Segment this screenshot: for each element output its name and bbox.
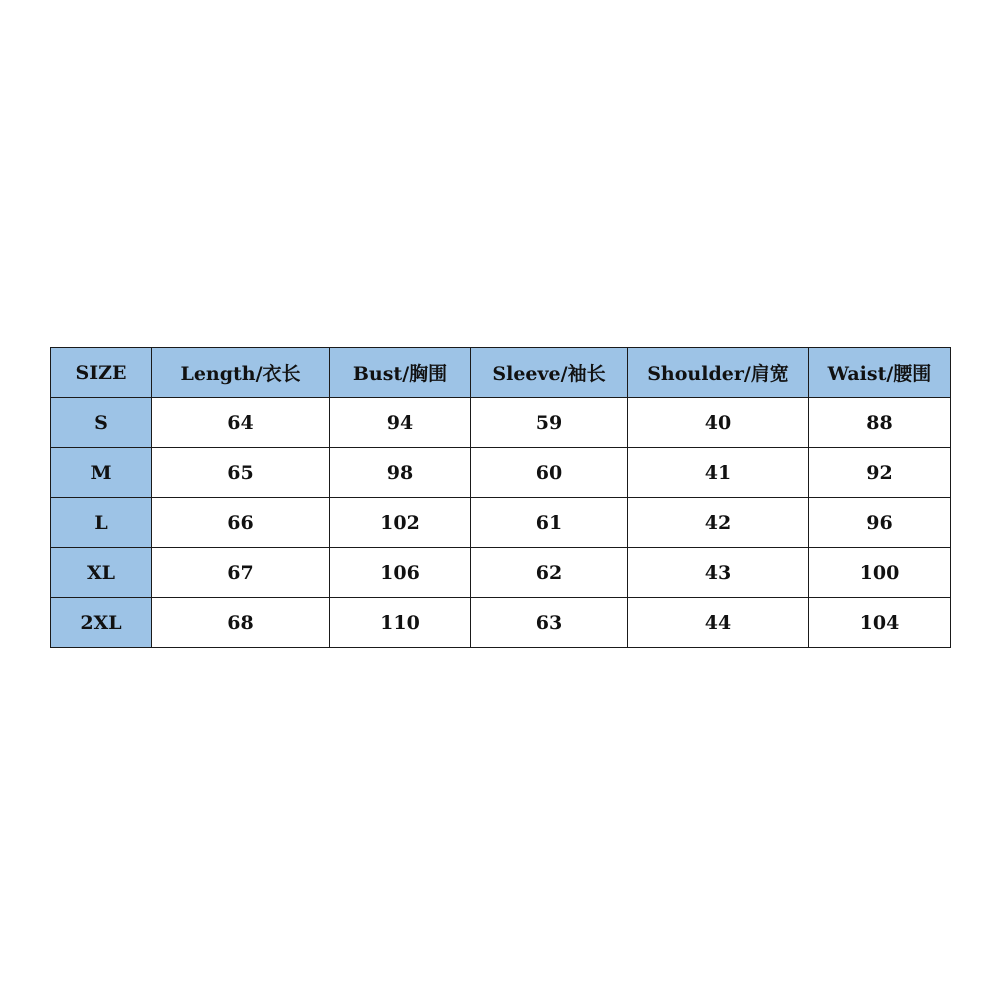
- size-label: XL: [51, 548, 152, 598]
- shoulder-value: 43: [628, 548, 809, 598]
- shoulder-value: 40: [628, 398, 809, 448]
- waist-value: 92: [809, 448, 951, 498]
- length-value: 64: [152, 398, 330, 448]
- table-row: [51, 448, 951, 498]
- sleeve-value: 60: [471, 448, 628, 498]
- shoulder-value: 42: [628, 498, 809, 548]
- bust-value: 110: [330, 598, 471, 648]
- length-value: 67: [152, 548, 330, 598]
- column-header-size: SIZE: [51, 348, 152, 398]
- size-label: M: [51, 448, 152, 498]
- bust-value: 102: [330, 498, 471, 548]
- shoulder-value: 41: [628, 448, 809, 498]
- length-value: 65: [152, 448, 330, 498]
- header-row: [51, 348, 951, 398]
- sleeve-value: 59: [471, 398, 628, 448]
- waist-value: 96: [809, 498, 951, 548]
- table-row: [51, 598, 951, 648]
- waist-value: 88: [809, 398, 951, 448]
- size-label: S: [51, 398, 152, 448]
- length-value: 66: [152, 498, 330, 548]
- bust-value: 94: [330, 398, 471, 448]
- column-header-shoulder: Shoulder/肩宽: [628, 348, 809, 398]
- waist-value: 104: [809, 598, 951, 648]
- waist-value: 100: [809, 548, 951, 598]
- size-label: 2XL: [51, 598, 152, 648]
- sleeve-value: 63: [471, 598, 628, 648]
- sleeve-value: 61: [471, 498, 628, 548]
- length-value: 68: [152, 598, 330, 648]
- bust-value: 98: [330, 448, 471, 498]
- sleeve-value: 62: [471, 548, 628, 598]
- column-header-waist: Waist/腰围: [809, 348, 951, 398]
- table-row: [51, 548, 951, 598]
- column-header-length: Length/衣长: [152, 348, 330, 398]
- size-chart-table: [50, 347, 951, 648]
- column-header-sleeve: Sleeve/袖长: [471, 348, 628, 398]
- table-row: [51, 398, 951, 448]
- size-label: L: [51, 498, 152, 548]
- shoulder-value: 44: [628, 598, 809, 648]
- column-header-bust: Bust/胸围: [330, 348, 471, 398]
- bust-value: 106: [330, 548, 471, 598]
- table-row: [51, 498, 951, 548]
